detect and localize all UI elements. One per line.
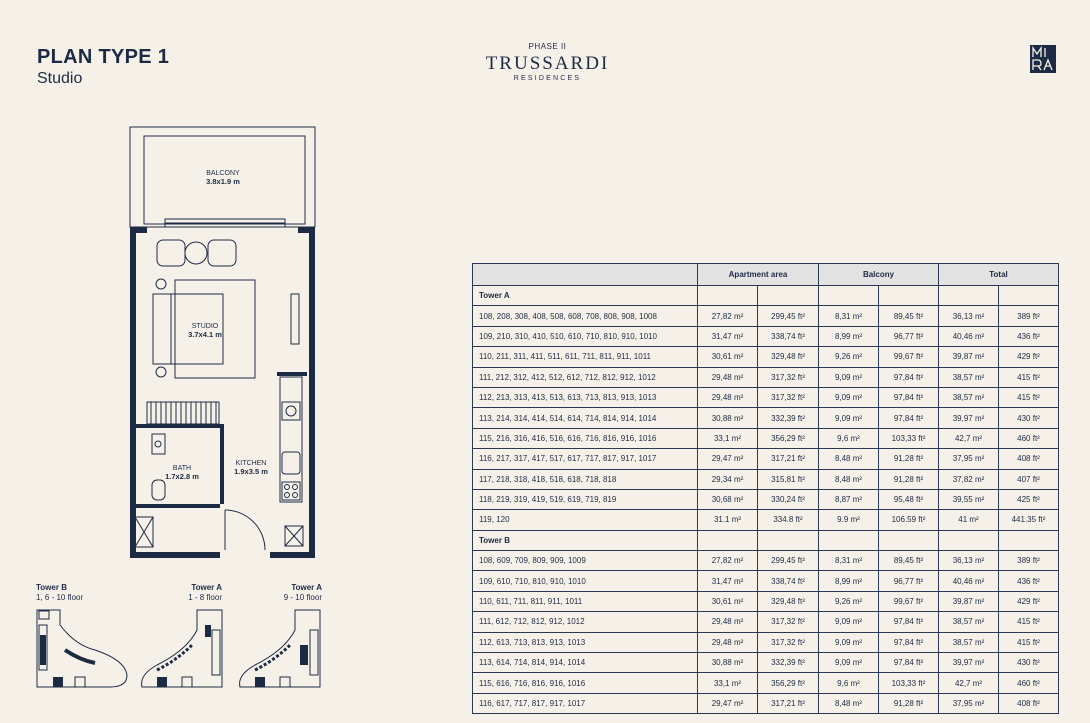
area-value: 8,48 m²: [819, 693, 879, 713]
area-value: 415 ft²: [999, 632, 1059, 652]
area-value: 389 ft²: [999, 306, 1059, 326]
area-value: 429 ft²: [999, 591, 1059, 611]
unit-numbers: 116, 617, 717, 817, 917, 1017: [473, 693, 698, 713]
empty-cell: [819, 530, 879, 550]
table-row: [473, 632, 1059, 652]
key-plan-label-3: [260, 583, 322, 603]
area-value: 30,61 m²: [698, 347, 758, 367]
area-value: 8,31 m²: [819, 551, 879, 571]
unit-numbers: 110, 211, 311, 411, 511, 611, 711, 811, 911, 1011: [473, 347, 698, 367]
area-value: 29,48 m²: [698, 367, 758, 387]
area-value: 332,39 ft²: [758, 408, 819, 428]
area-value: 9,09 m²: [819, 408, 879, 428]
key-plan-tower: Tower B: [36, 583, 67, 592]
empty-cell: [939, 530, 999, 550]
area-value: 27,82 m²: [698, 306, 758, 326]
balcony-label: BALCONY: [206, 170, 240, 177]
area-value: 39,97 m²: [939, 653, 999, 673]
empty-cell: [758, 530, 819, 550]
table-row: [473, 387, 1059, 407]
unit-numbers: 111, 212, 312, 412, 512, 612, 712, 812, 912, 1012: [473, 367, 698, 387]
area-value: 425 ft²: [999, 489, 1059, 509]
area-value: 330,24 ft²: [758, 489, 819, 509]
area-value: 436 ft²: [999, 571, 1059, 591]
area-value: 40,46 m²: [939, 326, 999, 346]
area-value: 33,1 m²: [698, 428, 758, 448]
table-row: [473, 653, 1059, 673]
area-value: 408 ft²: [999, 449, 1059, 469]
balcony-dim: 3.8x1.9 m: [206, 177, 240, 186]
unit-numbers: 115, 616, 716, 816, 916, 1016: [473, 673, 698, 693]
table-row: [473, 306, 1059, 326]
table-row: [473, 367, 1059, 387]
empty-cell: [879, 286, 939, 306]
area-value: 37,82 m²: [939, 469, 999, 489]
area-value: 317,21 ft²: [758, 693, 819, 713]
area-value: 91,28 ft²: [879, 449, 939, 469]
area-value: 436 ft²: [999, 326, 1059, 346]
area-value: 97,84 ft²: [879, 653, 939, 673]
area-value: 27,82 m²: [698, 551, 758, 571]
table-row: [473, 469, 1059, 489]
area-value: 97,84 ft²: [879, 387, 939, 407]
area-value: 39,87 m²: [939, 591, 999, 611]
area-value: 8,99 m²: [819, 571, 879, 591]
empty-cell: [939, 286, 999, 306]
area-value: 9,09 m²: [819, 632, 879, 652]
table-header-unit: [473, 264, 698, 286]
area-value: 89,45 ft²: [879, 306, 939, 326]
mira-logo-icon: [1030, 45, 1056, 73]
area-value: 441.35 ft²: [999, 510, 1059, 530]
area-value: 329,48 ft²: [758, 591, 819, 611]
plan-subtitle: Studio: [37, 70, 83, 87]
area-value: 415 ft²: [999, 612, 1059, 632]
unit-numbers: 109, 210, 310, 410, 510, 610, 710, 810, 910, 1010: [473, 326, 698, 346]
bath-label: BATH: [172, 465, 192, 472]
kitchen-dim: 1.9x3.5 m: [234, 467, 268, 476]
unit-numbers: 113, 214, 314, 414, 514, 614, 714, 814, 914, 1014: [473, 408, 698, 428]
area-value: 97,84 ft²: [879, 632, 939, 652]
area-value: 389 ft²: [999, 551, 1059, 571]
area-value: 356,29 ft²: [758, 428, 819, 448]
area-value: 99,67 ft²: [879, 591, 939, 611]
area-value: 9,09 m²: [819, 367, 879, 387]
table-row: [473, 449, 1059, 469]
unit-numbers: 112, 213, 313, 413, 513, 613, 713, 813, 913, 1013: [473, 387, 698, 407]
area-value: 430 ft²: [999, 653, 1059, 673]
area-value: 41 m²: [939, 510, 999, 530]
area-value: 36,13 m²: [939, 551, 999, 571]
table-row: [473, 408, 1059, 428]
area-value: 33,1 m²: [698, 673, 758, 693]
area-value: 317,32 ft²: [758, 612, 819, 632]
table-header-total: Total: [939, 264, 1059, 286]
key-plan-label-2: [160, 583, 222, 603]
area-value: 42,7 m²: [939, 673, 999, 693]
area-value: 31,47 m²: [698, 571, 758, 591]
table-row: [473, 510, 1059, 530]
key-plan-floors: 1, 6 - 10 floor: [36, 593, 84, 602]
area-value: 39,97 m²: [939, 408, 999, 428]
area-value: 29,47 m²: [698, 449, 758, 469]
area-value: 30,61 m²: [698, 591, 758, 611]
area-value: 38,57 m²: [939, 367, 999, 387]
area-value: 8,48 m²: [819, 469, 879, 489]
table-row: [473, 326, 1059, 346]
area-value: 9,6 m²: [819, 673, 879, 693]
area-value: 96,77 ft²: [879, 326, 939, 346]
area-value: 315,81 ft²: [758, 469, 819, 489]
table-row: [473, 571, 1059, 591]
studio-label: STUDIO: [191, 323, 219, 330]
unit-numbers: 116, 217, 317, 417, 517, 617, 717, 817, 917, 1017: [473, 449, 698, 469]
area-value: 91,28 ft²: [879, 469, 939, 489]
kitchen-label: KITCHEN: [235, 460, 267, 467]
area-value: 97,84 ft²: [879, 367, 939, 387]
area-value: 99,67 ft²: [879, 347, 939, 367]
area-value: 96,77 ft²: [879, 571, 939, 591]
unit-numbers: 108, 208, 308, 408, 508, 608, 708, 808, 908, 1008: [473, 306, 698, 326]
empty-cell: [879, 530, 939, 550]
area-value: 30,68 m²: [698, 489, 758, 509]
area-value: 9.9 m²: [819, 510, 879, 530]
brand-name: TRUSSARDI: [485, 53, 610, 74]
area-value: 106.59 ft²: [879, 510, 939, 530]
empty-cell: [698, 530, 758, 550]
studio-dim: 3.7x4.1 m: [188, 330, 222, 339]
key-plan-tower-a-2: [235, 605, 325, 690]
area-value: 9,09 m²: [819, 653, 879, 673]
unit-numbers: 117, 218, 318, 418, 518, 618, 718, 818: [473, 469, 698, 489]
key-plan-floors: 9 - 10 floor: [283, 593, 322, 602]
area-value: 29,34 m²: [698, 469, 758, 489]
area-value: 407 ft²: [999, 469, 1059, 489]
brand-sub: RESIDENCES: [513, 75, 582, 82]
area-value: 299,45 ft²: [758, 551, 819, 571]
key-plan-tower-b: [35, 605, 130, 690]
area-value: 38,57 m²: [939, 387, 999, 407]
tower-row: [473, 286, 1059, 306]
area-value: 317,32 ft²: [758, 387, 819, 407]
area-value: 31,47 m²: [698, 326, 758, 346]
phase-label: PHASE II: [528, 42, 567, 51]
area-value: 429 ft²: [999, 347, 1059, 367]
empty-cell: [758, 286, 819, 306]
unit-numbers: 108, 609, 709, 809, 909, 1009: [473, 551, 698, 571]
unit-numbers: 112, 613, 713, 813, 913, 1013: [473, 632, 698, 652]
area-value: 42,7 m²: [939, 428, 999, 448]
area-value: 8,48 m²: [819, 449, 879, 469]
key-plan-tower: Tower A: [191, 583, 222, 592]
table-row: [473, 551, 1059, 571]
area-value: 317,32 ft²: [758, 632, 819, 652]
area-value: 338,74 ft²: [758, 571, 819, 591]
table-row: [473, 591, 1059, 611]
area-value: 30,88 m²: [698, 653, 758, 673]
table-row: [473, 693, 1059, 713]
bath-dim: 1.7x2.8 m: [165, 472, 199, 481]
area-value: 8,31 m²: [819, 306, 879, 326]
table-header-apartment: Apartment area: [698, 264, 819, 286]
unit-numbers: 113, 614, 714, 814, 914, 1014: [473, 653, 698, 673]
area-value: 91,28 ft²: [879, 693, 939, 713]
area-value: 460 ft²: [999, 673, 1059, 693]
empty-cell: [698, 286, 758, 306]
area-value: 95,48 ft²: [879, 489, 939, 509]
area-value: 299,45 ft²: [758, 306, 819, 326]
area-value: 38,57 m²: [939, 632, 999, 652]
area-value: 97,84 ft²: [879, 612, 939, 632]
area-value: 39,55 m²: [939, 489, 999, 509]
tower-name: Tower A: [473, 286, 698, 306]
area-value: 37,95 m²: [939, 449, 999, 469]
table-header-balcony: Balcony: [819, 264, 939, 286]
area-value: 38,57 m²: [939, 612, 999, 632]
area-value: 9,26 m²: [819, 591, 879, 611]
unit-numbers: 119, 120: [473, 510, 698, 530]
tower-row: [473, 530, 1059, 550]
tower-name: Tower B: [473, 530, 698, 550]
empty-cell: [999, 286, 1059, 306]
area-value: 8,99 m²: [819, 326, 879, 346]
unit-numbers: 109, 610, 710, 810, 910, 1010: [473, 571, 698, 591]
area-value: 31.1 m²: [698, 510, 758, 530]
empty-cell: [819, 286, 879, 306]
key-plan-label-1: [36, 583, 96, 603]
key-plan-floors: 1 - 8 floor: [188, 593, 222, 602]
area-value: 37,95 m²: [939, 693, 999, 713]
unit-numbers: 111, 612, 712, 812, 912, 1012: [473, 612, 698, 632]
area-value: 334.8 ft²: [758, 510, 819, 530]
area-value: 29,47 m²: [698, 693, 758, 713]
table-row: [473, 347, 1059, 367]
unit-numbers: 110, 611, 711, 811, 911, 1011: [473, 591, 698, 611]
unit-numbers: 115, 216, 316, 416, 516, 616, 716, 816, 916, 1016: [473, 428, 698, 448]
key-plan-tower: Tower A: [291, 583, 322, 592]
area-value: 408 ft²: [999, 693, 1059, 713]
area-value: 329,48 ft²: [758, 347, 819, 367]
area-value: 97,84 ft²: [879, 408, 939, 428]
area-value: 317,32 ft²: [758, 367, 819, 387]
area-value: 9,09 m²: [819, 612, 879, 632]
area-value: 415 ft²: [999, 387, 1059, 407]
brand-block: [470, 42, 625, 82]
unit-numbers: 118, 219, 319, 419, 519, 619, 719, 819: [473, 489, 698, 509]
area-value: 89,45 ft²: [879, 551, 939, 571]
area-value: 103,33 ft²: [879, 428, 939, 448]
area-value: 415 ft²: [999, 367, 1059, 387]
floor-plan-drawing: [125, 122, 320, 562]
table-row: [473, 673, 1059, 693]
table-header-row: [473, 264, 1059, 286]
area-value: 103,33 ft²: [879, 673, 939, 693]
area-value: 356,29 ft²: [758, 673, 819, 693]
area-value: 30,88 m²: [698, 408, 758, 428]
table-row: [473, 489, 1059, 509]
area-value: 460 ft²: [999, 428, 1059, 448]
table-row: [473, 428, 1059, 448]
area-value: 36,13 m²: [939, 306, 999, 326]
area-value: 39,87 m²: [939, 347, 999, 367]
area-table: [472, 263, 1059, 714]
area-value: 9,26 m²: [819, 347, 879, 367]
area-value: 29,48 m²: [698, 632, 758, 652]
floor-plan: [125, 122, 320, 562]
area-value: 332,39 ft²: [758, 653, 819, 673]
area-value: 40,46 m²: [939, 571, 999, 591]
area-value: 29,48 m²: [698, 387, 758, 407]
area-value: 338,74 ft²: [758, 326, 819, 346]
table-row: [473, 612, 1059, 632]
area-value: 29,48 m²: [698, 612, 758, 632]
area-value: 317,21 ft²: [758, 449, 819, 469]
area-value: 9,6 m²: [819, 428, 879, 448]
area-value: 9,09 m²: [819, 387, 879, 407]
plan-title: PLAN TYPE 1: [37, 46, 170, 68]
empty-cell: [999, 530, 1059, 550]
area-value: 8,87 m²: [819, 489, 879, 509]
key-plan-tower-a-1: [137, 605, 227, 690]
area-value: 430 ft²: [999, 408, 1059, 428]
